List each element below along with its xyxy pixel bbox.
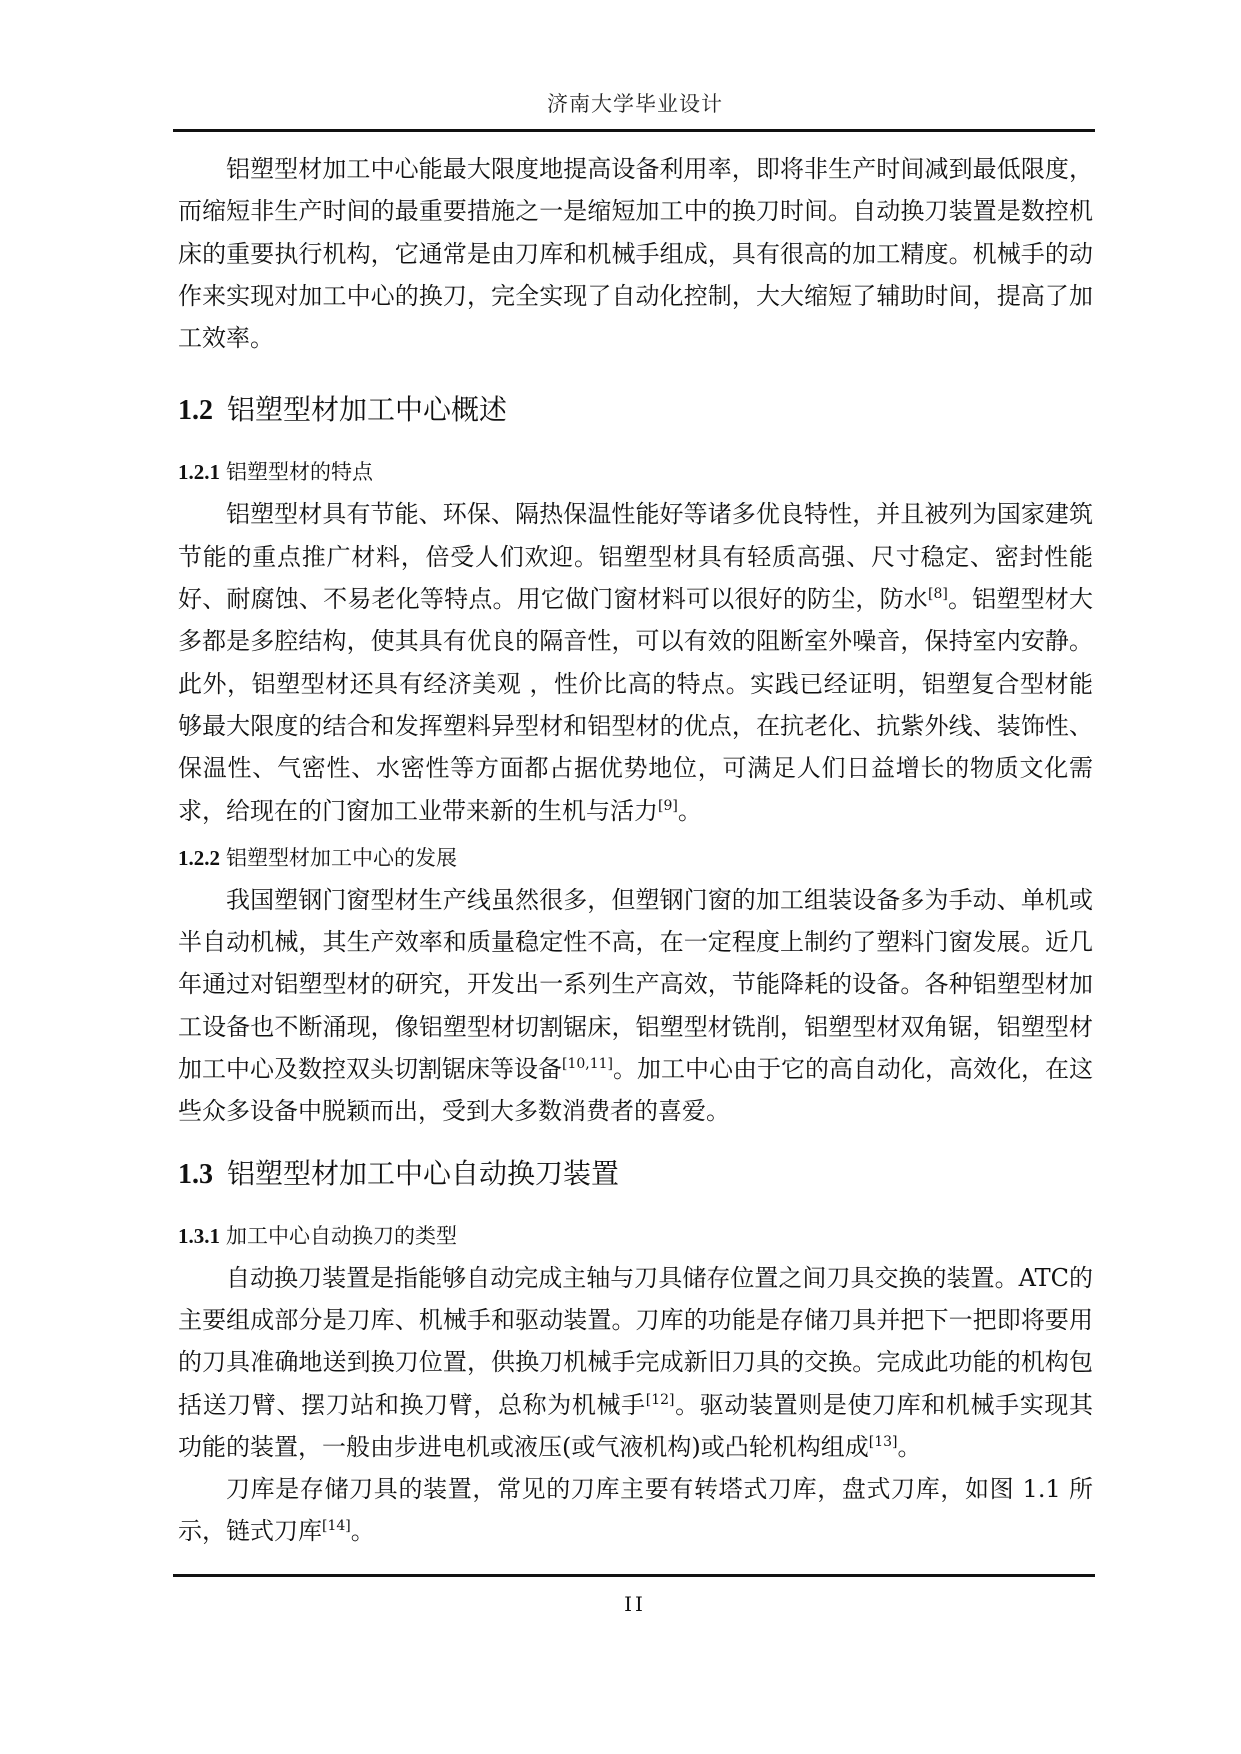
section-heading-1-3 bbox=[178, 1154, 1093, 1195]
citation: [14] bbox=[322, 1518, 351, 1535]
subsection-heading-1-2-1 bbox=[178, 453, 1093, 491]
subsection-number: 1.3.1 bbox=[178, 1223, 220, 1248]
citation: [12] bbox=[645, 1391, 675, 1408]
subsection-number: 1.2.1 bbox=[178, 460, 220, 485]
subsection-heading-1-3-1 bbox=[178, 1217, 1093, 1255]
text-run: 自动换刀装置是指能够自动完成主轴与刀具储存位置之间刀具交换的装置。ATC的主要组成部分是刀库、机械手和驱动装置。刀库的功能是存储刀具并把下一把即将要用的刀具准确地送到换刀位置，供换刀机械手完成新旧刀具的交换。完成此功能的机构包括送刀臂、摆刀站和换刀臂，总称为机械手 bbox=[178, 1263, 1093, 1419]
text-run: 刀库是存储刀具的装置，常见的刀库主要有转塔式刀库，盘式刀库，如图 1.1 所示，链式刀库 bbox=[178, 1475, 1093, 1546]
section-number: 1.2 bbox=[178, 395, 213, 427]
subsection-heading-1-2-2 bbox=[178, 839, 1093, 877]
page-header: 济南大学毕业设计 bbox=[547, 92, 723, 116]
text-run: 。驱动装置则是使刀库和机械手实现其功能的装置，一般由步进电机或液压(或气液机构)或凸轮机构组成 bbox=[178, 1390, 1094, 1461]
text-run: 。铝塑型材大多都是多腔结构，使其具有优良的隔音性，可以有效的阻断室外噪音，保持室内安静。此外，铝塑型材还具有经济美观 ，性价比高的特点。实践已经证明，铝塑复合型材能够最大限度的结合和发挥塑料异型材和铝型材的优点，在抗老化、抗紫外线、装饰性、保温性、气密性、水密性等方面都占据优势地位，可满足人们日益增长的物质文化需求，给现在的门窗加工业带来新的生机与活力 bbox=[178, 585, 1094, 825]
subsection-title: 铝塑型材的特点 bbox=[226, 460, 373, 485]
paragraph-1-2-1 bbox=[178, 493, 1093, 831]
text-run: 我国塑钢门窗型材生产线虽然很多，但塑钢门窗的加工组装设备多为手动、单机或半自动机械，其生产效率和质量稳定性不高，在一定程度上制约了塑料门窗发展。近几年通过对铝塑型材的研究，开发出一系列生产高效，节能降耗的设备。各种铝塑型材加工设备也不断涌现，像铝塑型材切割锯床，铝塑型材铣削，铝塑型材双角锯，铝塑型材加工中心及数控双头切割锯床等设备 bbox=[178, 885, 1093, 1084]
page-number: II bbox=[624, 1592, 646, 1616]
footer-rule bbox=[173, 1574, 1095, 1577]
section-title: 铝塑型材加工中心自动换刀装置 bbox=[227, 1156, 620, 1190]
header-rule bbox=[173, 129, 1095, 132]
subsection-title: 铝塑型材加工中心的发展 bbox=[226, 845, 457, 870]
text-run: 。 bbox=[677, 796, 702, 825]
text-run: 铝塑型材具有节能、环保、隔热保温性能好等诸多优良特性，并且被列为国家建筑节能的重点推广材料，倍受人们欢迎。铝塑型材具有轻质高强、尺寸稳定、密封性能好、耐腐蚀、不易老化等特点。用它做门窗材料可以很好的防尘，防水 bbox=[178, 500, 1093, 614]
section-title: 铝塑型材加工中心概述 bbox=[227, 393, 508, 427]
subsection-title: 加工中心自动换刀的类型 bbox=[226, 1223, 457, 1248]
paragraph-1-3-1-a bbox=[178, 1257, 1093, 1468]
intro-paragraph: 铝塑型材加工中心能最大限度地提高设备利用率，即将非生产时间减到最低限度，而缩短非生产时间的最重要措施之一是缩短加工中的换刀时间。自动换刀装置是数控机床的重要执行机构，它通常是由刀库和机械手组成，具有很高的加工精度。机械手的动作来实现对加工中心的换刀，完全实现了自动化控制，大大缩短了辅助时间，提高了加工效率。 bbox=[178, 155, 1093, 353]
citation: [13] bbox=[868, 1433, 898, 1450]
page-content bbox=[178, 148, 1093, 1553]
text-run: 。 bbox=[350, 1517, 375, 1546]
text-run: 。加工中心由于它的高自动化，高效化，在这些众多设备中脱颖而出，受到大多数消费者的喜爱。 bbox=[178, 1055, 1094, 1126]
section-heading-1-2 bbox=[178, 390, 1093, 431]
subsection-number: 1.2.2 bbox=[178, 845, 220, 870]
section-number: 1.3 bbox=[178, 1158, 213, 1190]
paragraph-1-3-1-b bbox=[178, 1468, 1093, 1553]
paragraph-1-2-2 bbox=[178, 879, 1093, 1133]
citation: [8] bbox=[928, 586, 948, 603]
text-run: 。 bbox=[897, 1432, 922, 1461]
citation: [9] bbox=[658, 797, 678, 814]
citation: [10,11] bbox=[562, 1056, 614, 1073]
